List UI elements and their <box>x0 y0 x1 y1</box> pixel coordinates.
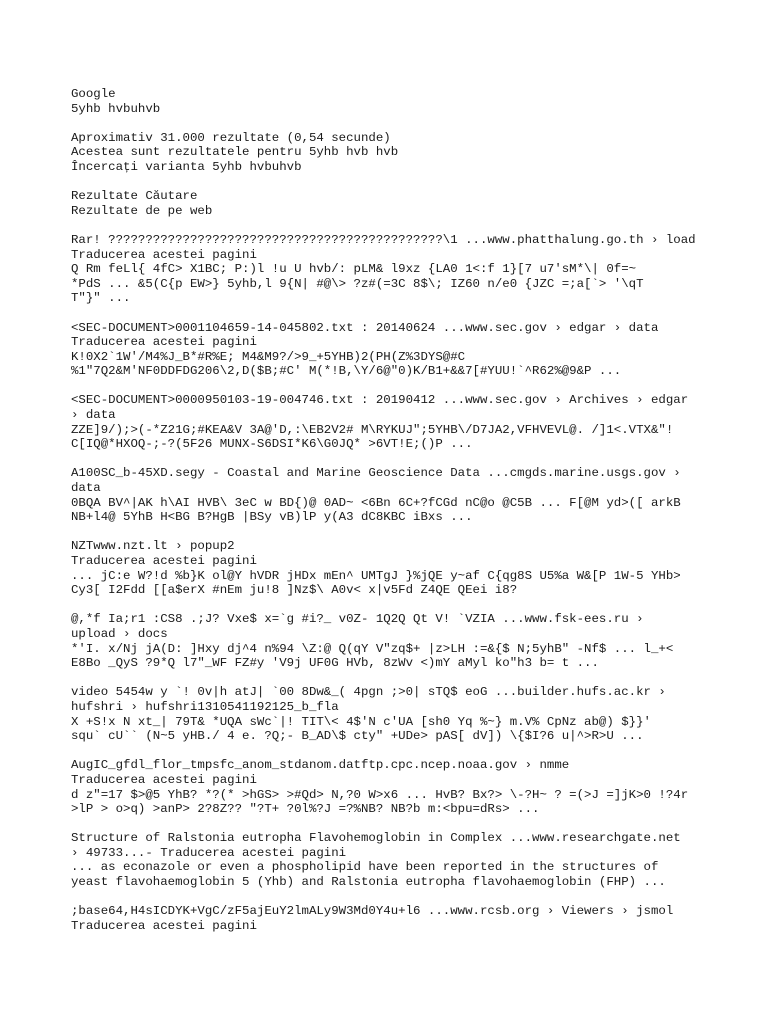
result-snippet-line: >lP > o>q) >anP> 2?8Z?? "?T+ ?0l%?J =?%NB? NB?b m:<bpu=dRs> ... <box>71 802 540 817</box>
search-result <box>71 393 711 451</box>
result-spacer <box>71 452 711 467</box>
result-url-breadcrumb[interactable]: › data <box>71 408 116 423</box>
result-title-link[interactable]: <SEC-DOCUMENT>0001104659-14-045802.txt : 20140624 ...www.sec.gov › edgar › data <box>71 320 659 335</box>
result-spacer <box>71 744 711 759</box>
result-url-breadcrumb[interactable]: hufshri › hufshri1310541192125_b_fla <box>71 699 339 714</box>
result-url-breadcrumb[interactable]: › 49733...- Traducerea acestei pagini <box>71 845 347 860</box>
search-result <box>71 321 711 379</box>
brand-name: Google <box>71 87 116 101</box>
search-query[interactable]: 5yhb hvbuhvb <box>71 101 161 116</box>
search-instead-link[interactable]: Încercați varianta 5yhb hvbuhvb <box>71 159 302 174</box>
search-result <box>71 612 711 670</box>
showing-results-for: Acestea sunt rezultatele pentru 5yhb hvb hvb <box>71 145 399 160</box>
result-snippet-line: %1"7Q2&M'NF0DDFDG206\2,D($B;#C' M(*!B,\Y/6@"0)K/B1+&&7[#YUU!`^R62%@9&P ... <box>71 364 622 379</box>
result-title-link[interactable]: Rar! ?????????????????????????????????????????????\1 ...www.phatthalung.go.th › load <box>71 232 696 247</box>
result-snippet-line: C[IQ@*HXOQ-;-?(5F26 MUNX-S6DSI*K6\G0JQ* >6VT!E;()P ... <box>71 437 473 452</box>
result-snippet-line: ... jC:e W?!d %b}K ol@Y hVDR jHDx mEn^ UMTgJ }%jQE y~af C{qg8S U5%a W&[P 1W-5 YHb> <box>71 568 681 583</box>
search-result <box>71 904 711 933</box>
section-heading-web-results: Rezultate de pe web <box>71 203 213 218</box>
search-result <box>71 758 711 816</box>
translate-page-link[interactable]: Traducerea acestei pagini <box>71 247 257 262</box>
search-result <box>71 233 711 306</box>
results-list <box>71 233 711 934</box>
result-spacer <box>71 306 711 321</box>
result-title-link[interactable]: A100SC_b-45XD.segy - Coastal and Marine Geoscience Data ...cmgds.marine.usgs.gov › <box>71 466 681 481</box>
result-spacer <box>71 379 711 394</box>
result-snippet-line: X +S!x N xt_| 79T& *UQA sWc`|! TIT\< 4$'N c'UA [sh0 Yq %~} m.V% CpNz ab@) $}}' <box>71 714 651 729</box>
translate-page-link[interactable]: Traducerea acestei pagini <box>71 554 257 568</box>
result-snippet-line: yeast flavohaemoglobin 5 (Yhb) and Ralstonia eutropha flavohaemoglobin (FHP) ... <box>71 875 666 890</box>
search-result <box>71 831 711 889</box>
result-snippet-line: NB+l4@ 5YhB H<BG B?HgB |BSy vB)lP y(A3 dC8KBC iBxs ... <box>71 510 473 525</box>
translate-page-link[interactable]: Traducerea acestei pagini <box>71 772 257 787</box>
result-snippet-line: d z"=17 $>@5 YhB? *?(* >hGS> >#Qd> N,?0 W>x6 ... HvB? Bx?> \-?H~ ? =(>J =]jK>0 !?4r <box>71 787 689 802</box>
result-snippet-line: E8Bo _QyS ?9*Q l7"_WF FZ#y 'V9j UF0G HVb, 8zWv <)mY aMyl ko"h3 b= t ... <box>71 656 599 671</box>
result-spacer <box>71 671 711 686</box>
section-heading-search-results: Rezultate Căutare <box>71 189 198 204</box>
translate-page-link[interactable]: Traducerea acestei pagini <box>71 918 257 933</box>
result-spacer <box>71 817 711 832</box>
result-url-breadcrumb[interactable]: upload › docs <box>71 626 168 641</box>
result-title-link[interactable]: video 5454w y `! 0v|h atJ| `00 8Dw&_( 4pgn ;>0| sTQ$ eoG ...builder.hufs.ac.kr › <box>71 685 666 700</box>
search-result <box>71 539 711 597</box>
result-snippet-line: squ` cU`` (N~5 yHB./ 4 e. ?Q;- B_AD\$ cty" +UDe> pAS[ dV]) \{$I?6 u|^>R>U ... <box>71 729 644 744</box>
result-count: Aproximativ 31.000 rezultate (0,54 secunde) <box>71 130 391 145</box>
result-snippet-line: Cy3[ I2Fdd [[a$erX #nEm ju!8 ]Nz$\ A0v< x|v5Fd Z4QE QEei i8? <box>71 583 518 598</box>
result-title-link[interactable]: NZTwww.nzt.lt › popup2 <box>71 539 235 554</box>
result-snippet-line: *'I. x/Nj jA(D: ]Hxy dj^4 n%94 \Z:@ Q(qY V"zq$+ |z>LH :=&{$ N;5yhB" -Nf$ ... l_+< <box>71 641 674 656</box>
result-title-link[interactable]: Structure of Ralstonia eutropha Flavohemoglobin in Complex ...www.researchgate.net <box>71 831 681 846</box>
search-results-page <box>71 87 711 933</box>
result-url-breadcrumb[interactable]: data <box>71 481 101 496</box>
result-spacer <box>71 890 711 905</box>
result-spacer <box>71 525 711 540</box>
result-snippet-line: ZZE]9/);>(-*Z21G;#KEA&V 3A@'D,:\EB2V2# M\RYKUJ";5YHB\/D7JA2,VFHVEVL@. /]1<.VTX&"! <box>71 422 674 437</box>
result-title-link[interactable]: ;base64,H4sICDYK+VgC/zF5ajEuY2lmALy9W3Md0Y4u+l6 ...www.rcsb.org › Viewers › jsmol <box>71 904 674 919</box>
result-spacer <box>71 598 711 613</box>
result-snippet-line: T"}" ... <box>71 291 131 306</box>
search-result <box>71 685 711 743</box>
result-snippet-line: K!0X2`1W'/M4%J_B*#R%E; M4&M9?/>9_+5YHB)2(PH(Z%3DYS@#C <box>71 349 466 364</box>
result-title-link[interactable]: <SEC-DOCUMENT>0000950103-19-004746.txt : 20190412 ...www.sec.gov › Archives › edgar <box>71 393 689 408</box>
result-snippet-line: Q Rm feLl{ 4fC> X1BC; P:)l !u U hvb/: pLM& l9xz {LA0 1<:f 1}[7 u7'sM*\| 0f=~ <box>71 262 637 277</box>
result-snippet-line: 0BQA BV^|AK h\AI HVB\ 3eC w BD{)@ 0AD~ <6Bn 6C+?fCGd nC@o @C5B ... F[@M yd>([ arkB <box>71 495 681 510</box>
result-snippet-line: ... as econazole or even a phospholipid have been reported in the structures of <box>71 860 659 875</box>
translate-page-link[interactable]: Traducerea acestei pagini <box>71 335 257 350</box>
result-title-link[interactable]: @,*f Ia;r1 :CS8 .;J? Vxe$ x=`g #i?_ v0Z- 1Q2Q Qt V! `VZIA ...www.fsk-ees.ru › <box>71 612 644 627</box>
result-snippet-line: *PdS ... &5(C{p EW>} 5yhb,l 9{N| #@\> ?z#(=3C 8$\; IZ60 n/e0 {JZC =;a[`> '\qT <box>71 276 644 291</box>
result-title-link[interactable]: AugIC_gfdl_flor_tmpsfc_anom_stdanom.datftp.cpc.ncep.noaa.gov › nmme <box>71 758 570 773</box>
search-result <box>71 466 711 524</box>
